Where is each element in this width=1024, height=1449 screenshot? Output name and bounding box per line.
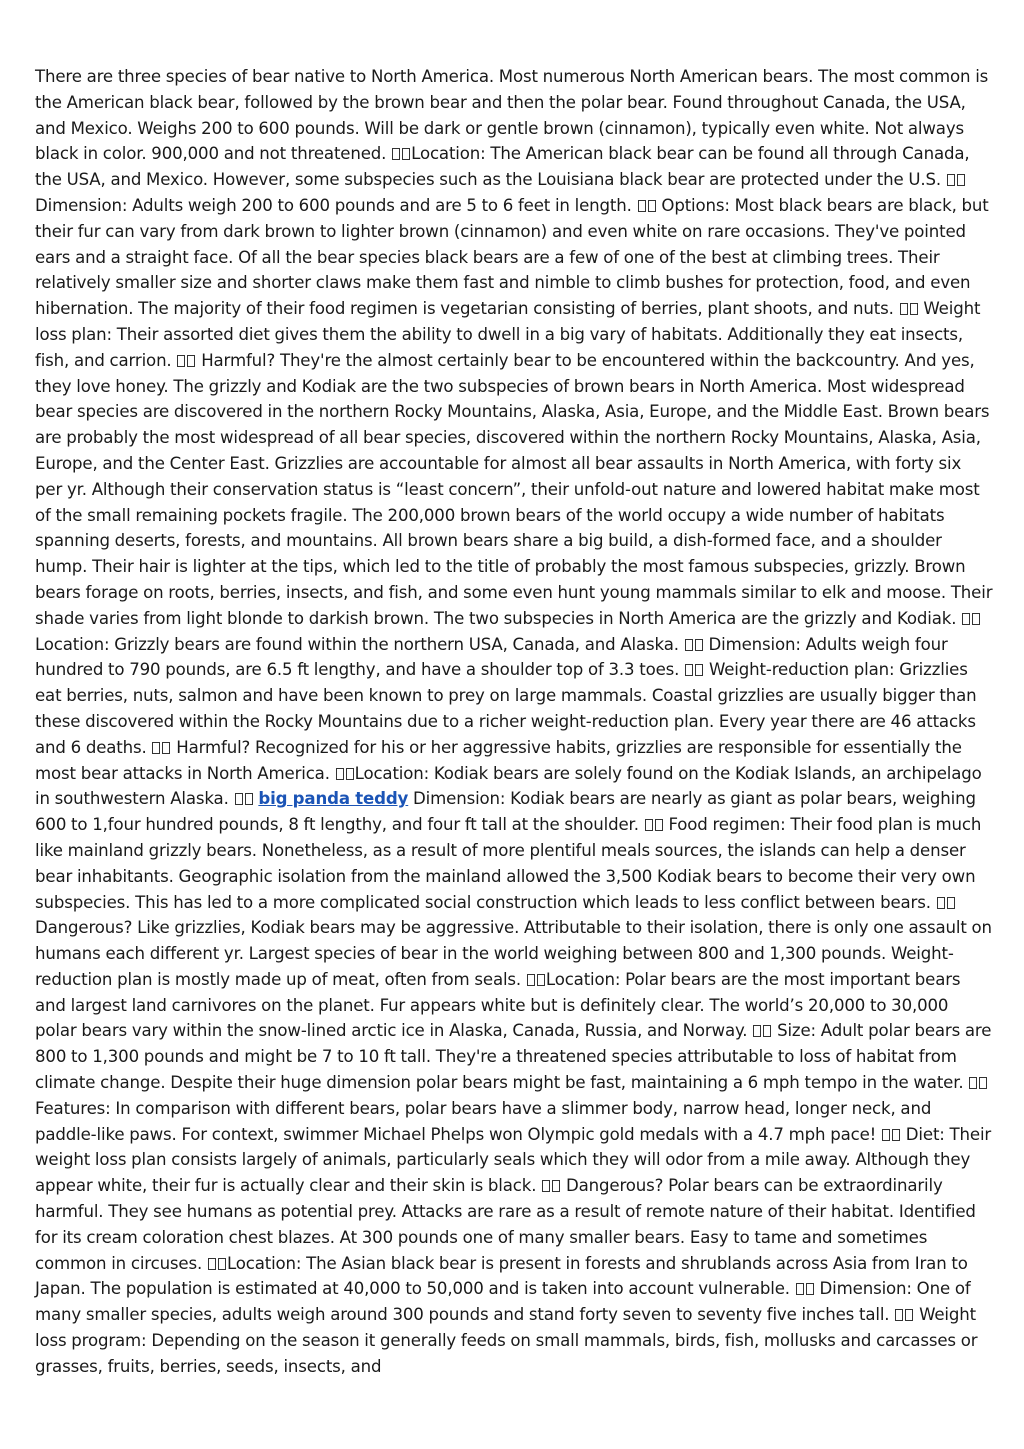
missing-glyph-icon: [218, 1258, 226, 1270]
missing-glyph-icon: [402, 148, 410, 160]
text-segment-19: Dangerous? Polar bears can be extraordinarily harmful. They see humans as potential prey. Attacks are rare as a result of remote nature of their habitat. Identified for its cream coloration chest blazes. At 300 pounds one of many smaller bears. Easy to tame and sometimes common in circuses.: [35, 1176, 976, 1273]
missing-glyph-icon: [895, 1309, 903, 1321]
text-segment-12: Dimension: Kodiak bears are nearly as giant as polar bears, weighing 600 to 1,four hundred pounds, 8 ft lengthy, and four ft tall at the shoulder.: [35, 789, 976, 835]
text-segment-6: Harmful? They're the almost certainly bear to be encountered within the backcountry. And yes, they love honey. The grizzly and Kodiak are the two subspecies of brown bears in North America. Most widespread bear species are discovered in the northern Rocky Mountains, Alaska, Asia, Europe, and the Middle East. Brown bears are probably the most widespread of all bear species, discovered within the northern Rocky Mountains, Alaska, Asia, Europe, and the Center East. Grizzlies are accountable for almost all bear assaults in North America, with forty six per yr. Although their conservation status is “least concern”, their unfold-out nature and lowered habitat make most of the small remaining pockets fragile. The 200,000 brown bears of the world occupy a wide number of habitats spanning deserts, forests, and mountains. All brown bears share a big build, a dish-formed face, and a shoulder hump. Their hair is lighter at the tips, which led to the title of probably the most famous subspecies, grizzly. Brown bears forage on roots, berries, insects, and fish, and some even hunt young mammals similar to elk and moose. Their shade varies from light blonde to darkish brown. The two subspecies in North America are the grizzly and Kodiak.: [35, 350, 993, 628]
text-segment-4: Options: Most black bears are black, but their fur can vary from dark brown to lighter brown (cinnamon) and even white on rare occasions. They've pointed ears and a straight face. Of all the bear species black bears are a few of one of the best at climbing trees. Their relatively smaller size and shorter claws make them fast and nimble to climb bushes for protection, food, and even hibernation. The majority of their food regimen is vegetarian consisting of berries, plant shoots, and nuts.: [35, 195, 989, 319]
text-segment-18: Diet: Their weight loss plan consists largely of animals, particularly seals which they will odor from a mile away. Although they appear white, their fur is actually clear and their skin is black.: [35, 1124, 992, 1196]
missing-glyph-icon: [937, 897, 945, 909]
text-segment-17: Features: In comparison with different bears, polar bears have a slimmer body, narrow head, longer neck, and paddle-like paws. For context, swimmer Michael Phelps won Olympic gold medals with a 4.7 mph pace!: [35, 1098, 932, 1144]
missing-glyph-icon: [969, 1077, 977, 1089]
missing-glyph-icon: [537, 974, 545, 986]
missing-glyph-icon: [208, 1258, 216, 1270]
missing-glyph-icon: [336, 768, 344, 780]
text-segment-8: Dimension: Adults weigh four hundred to 790 pounds, are 6.5 ft lengthy, and have a shoulder top of 3.3 toes.: [35, 634, 948, 680]
missing-glyph-icon: [392, 148, 400, 160]
missing-glyph-icon: [905, 1309, 913, 1321]
missing-glyph-icon: [655, 819, 663, 831]
missing-glyph-icon: [645, 819, 653, 831]
missing-glyph-icon: [695, 664, 703, 676]
missing-glyph-icon: [695, 639, 703, 651]
missing-glyph-icon: [162, 742, 170, 754]
missing-glyph-icon: [972, 613, 980, 625]
missing-glyph-icon: [947, 897, 955, 909]
missing-glyph-icon: [648, 200, 656, 212]
missing-glyph-icon: [152, 742, 160, 754]
missing-glyph-icon: [806, 1283, 814, 1295]
missing-glyph-icon: [900, 303, 908, 315]
text-segment-13: Food regimen: Their food plan is much like mainland grizzly bears. Nonetheless, as a result of more plentiful meals sources, the islands can help a denser bear inhabitants. Geographic isolation from the mainland allowed the 3,500 Kodiak bears to become their very own subspecies. This has led to a more complicated social construction which leads to less conflict between bears.: [35, 815, 982, 912]
text-segment-22: Weight loss program: Depending on the season it generally feeds on small mammals, birds, fish, mollusks and carcasses or grasses, fruits, berries, seeds, insects, and: [35, 1305, 978, 1376]
missing-glyph-icon: [685, 664, 693, 676]
document-page: [35, 64, 993, 1380]
text-segment-3: Dimension: Adults weigh 200 to 600 pounds and are 5 to 6 feet in length.: [35, 195, 637, 215]
text-segment-9: Weight-reduction plan: Grizzlies eat berries, nuts, salmon and have been known to prey on large mammals. Coastal grizzlies are usually bigger than these discovered within the Rocky Mountains due to a richer weight-reduction plan. Every year there are 46 attacks and 6 deaths.: [35, 660, 977, 757]
missing-glyph-icon: [979, 1077, 987, 1089]
missing-glyph-icon: [685, 639, 693, 651]
text-segment-16: Size: Adult polar bears are 800 to 1,300 pounds and might be 7 to 10 ft tall. They're a threatened species attributable to loss of habitat from climate change. Despite their huge dimension polar bears might be fast, maintaining a 6 mph tempo in the water.: [35, 1021, 992, 1093]
body-paragraph: [35, 64, 993, 1380]
text-segment-11: Location: Kodiak bears are solely found on the Kodiak Islands, an archipelago in southwestern Alaska.: [35, 763, 982, 809]
text-segment-1: There are three species of bear native to North America. Most numerous North American bears. The most common is the American black bear, followed by the brown bear and then the polar bear. Found throughout Canada, the USA, and Mexico. Weighs 200 to 600 pounds. Will be dark or gentle brown (cinnamon), typically even white. Not always black in color. 900,000 and not threatened.: [35, 67, 989, 164]
text-segment-21: Dimension: One of many smaller species, adults weigh around 300 pounds and stand forty seven to seventy five inches tall.: [35, 1279, 971, 1325]
text-segment-14: Dangerous? Like grizzlies, Kodiak bears may be aggressive. Attributable to their isolation, there is only one assault on humans each different yr. Largest species of bear in the world weighing between 800 and 1,300 pounds. Weight-reduction plan is mostly made up of meat, often from seals.: [35, 918, 992, 989]
missing-glyph-icon: [527, 974, 535, 986]
text-segment-10: Harmful? Recognized for his or her aggressive habits, grizzlies are responsible for essentially the most bear attacks in North America.: [35, 737, 962, 783]
big-panda-teddy-link[interactable]: big panda teddy: [258, 789, 409, 809]
missing-glyph-icon: [245, 793, 253, 805]
missing-glyph-icon: [235, 793, 243, 805]
missing-glyph-icon: [177, 355, 185, 367]
missing-glyph-icon: [638, 200, 646, 212]
missing-glyph-icon: [892, 1129, 900, 1141]
text-segment-7: Location: Grizzly bears are found within the northern USA, Canada, and Alaska.: [35, 634, 684, 654]
missing-glyph-icon: [910, 303, 918, 315]
missing-glyph-icon: [882, 1129, 890, 1141]
missing-glyph-icon: [957, 174, 965, 186]
text-segment-2: Location: The American black bear can be found all through Canada, the USA, and Mexico. However, some subspecies such as the Louisiana black bear are protected under the U.S.: [35, 144, 970, 190]
missing-glyph-icon: [187, 355, 195, 367]
missing-glyph-icon: [796, 1283, 804, 1295]
missing-glyph-icon: [753, 1025, 761, 1037]
text-segment-20: Location: The Asian black bear is present in forests and shrublands across Asia from Iran to Japan. The population is estimated at 40,000 to 50,000 and is taken into account vulnerable.: [35, 1253, 968, 1299]
missing-glyph-icon: [346, 768, 354, 780]
text-segment-5: Weight loss plan: Their assorted diet gives them the ability to dwell in a big vary of habitats. Additionally they eat insects, fish, and carrion.: [35, 299, 981, 370]
missing-glyph-icon: [962, 613, 970, 625]
missing-glyph-icon: [947, 174, 955, 186]
missing-glyph-icon: [552, 1180, 560, 1192]
missing-glyph-icon: [763, 1025, 771, 1037]
text-segment-15: Location: Polar bears are the most important bears and largest land carnivores on the planet. Fur appears white but is definitely clear. The world’s 20,000 to 30,000 polar bears vary within the snow-lined arctic ice in Alaska, Canada, Russia, and Norway.: [35, 969, 961, 1041]
missing-glyph-icon: [542, 1180, 550, 1192]
